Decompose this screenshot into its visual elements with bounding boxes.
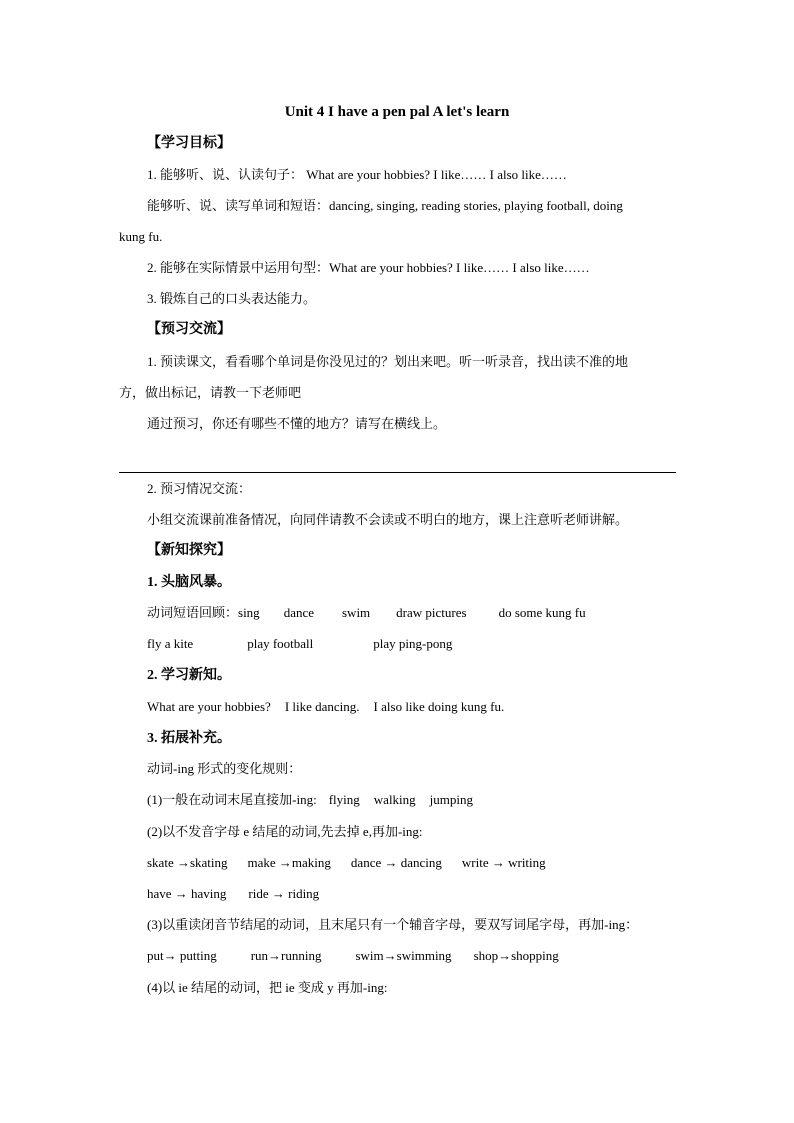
new-sentences: [147, 696, 676, 718]
verb-review-label: 动词短语回顾：: [147, 605, 239, 620]
goal-4: 3. 锻炼自己的口头表达能力。: [147, 291, 317, 306]
rule-4: (4)以 ie 结尾的动词，把 ie 变成 y 再加-ing:: [147, 980, 388, 995]
section-heading-explore: 【新知探究】: [147, 543, 231, 558]
example-word: jumping: [429, 792, 474, 807]
example-word: swim→swimming: [355, 948, 452, 963]
goal-1: 1. 能够听、说、认读句子： What are your hobbies? I like…… I also like……: [147, 167, 567, 182]
preview-item-2: 2. 预习情况交流：: [147, 481, 252, 496]
example-word: run→running: [250, 948, 322, 963]
sentence: What are your hobbies?: [147, 699, 271, 714]
rule-3-examples: [147, 945, 676, 967]
example-word: write → writing: [461, 855, 546, 870]
rule-text: (1)一般在动词末尾直接加-ing:: [147, 792, 317, 807]
example-word: ride → riding: [248, 886, 320, 901]
verb-phrase: sing: [238, 605, 260, 620]
section-heading-goals: 【学习目标】: [147, 136, 231, 151]
example-word: skate →skating: [147, 855, 228, 870]
sentence: I also like doing kung fu.: [373, 699, 505, 714]
preview-item-1-line-3: 通过预习，你还有哪些不懂的地方？请写在横线上。: [147, 416, 447, 431]
example-word: have → having: [147, 886, 227, 901]
document-title: Unit 4 I have a pen pal A let's learn: [284, 104, 510, 120]
goal-2-line-2: kung fu.: [119, 229, 163, 244]
subheading-extension: 3. 拓展补充。: [147, 731, 231, 746]
verb-phrase: play football: [247, 636, 314, 651]
example-word: dance → dancing: [350, 855, 442, 870]
verb-phrase: draw pictures: [396, 605, 467, 620]
verb-phrase: swim: [342, 605, 371, 620]
example-word: flying: [328, 792, 360, 807]
rule-2-examples-1: [147, 852, 676, 874]
rule-1: [147, 789, 676, 811]
verb-phrase: fly a kite: [147, 636, 194, 651]
section-heading-preview: 【预习交流】: [147, 322, 231, 337]
rule-2-examples-2: [147, 883, 676, 905]
preview-item-2-text: 小组交流课前准备情况，向同伴请教不会读或不明白的地方，课上注意听老师讲解。: [147, 512, 629, 527]
preview-item-1-line-2: 方，做出标记，请教一下老师吧: [119, 385, 302, 400]
rule-3: (3)以重读闭音节结尾的动词，且末尾只有一个辅音字母，要双写词尾字母，再加-ing：: [147, 917, 639, 932]
verb-phrase: play ping-pong: [373, 636, 453, 651]
example-word: make →making: [247, 855, 331, 870]
goal-2-line-1: 能够听、说、读写单词和短语：dancing, singing, reading stories, playing football, doing: [147, 198, 623, 213]
subheading-brainstorm: 1. 头脑风暴。: [147, 575, 231, 590]
preview-item-1-line-1: 1. 预读课文，看看哪个单词是你没见过的？划出来吧。听一听录音，找出读不准的地: [147, 354, 629, 369]
rule-title: 动词-ing 形式的变化规则：: [147, 761, 302, 776]
subheading-learn-new: 2. 学习新知。: [147, 668, 231, 683]
example-word: put→ putting: [147, 948, 217, 963]
verb-phrase: do some kung fu: [498, 605, 586, 620]
example-word: walking: [373, 792, 416, 807]
verb-review-row-1: [147, 602, 676, 624]
rule-2: (2)以不发音字母 e 结尾的动词,先去掉 e,再加-ing:: [147, 824, 423, 839]
verb-review-row-2: [147, 633, 676, 655]
example-word: shop→shopping: [473, 948, 559, 963]
verb-phrase: dance: [283, 605, 314, 620]
answer-line[interactable]: [119, 472, 676, 473]
goal-3: 2. 能够在实际情景中运用句型：What are your hobbies? I like…… I also like……: [147, 260, 590, 275]
sentence: I like dancing.: [284, 699, 360, 714]
